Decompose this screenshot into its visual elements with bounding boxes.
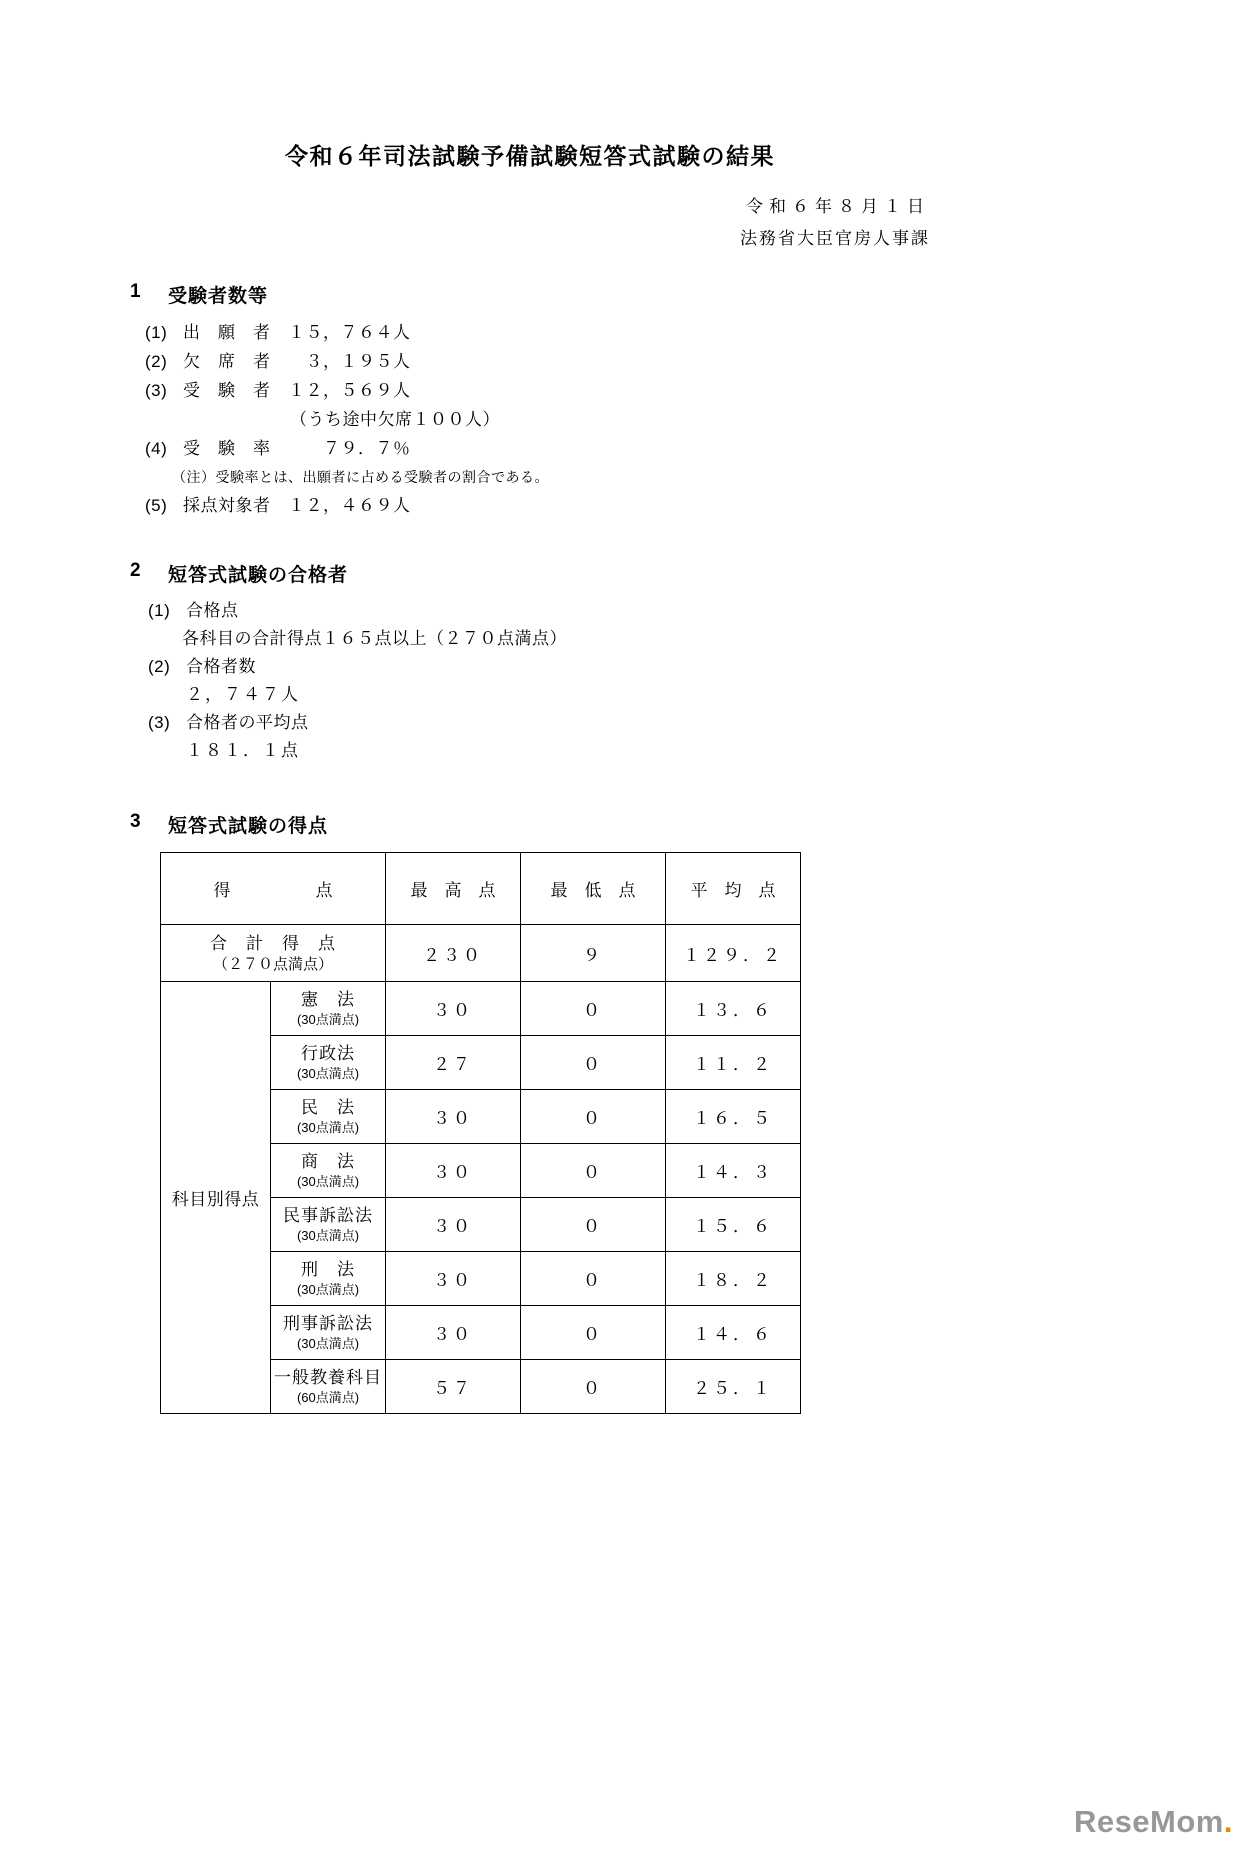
subject-cell [271, 1198, 386, 1252]
item-text: １８１．１点 [186, 741, 300, 760]
avg-score-cell: ２５．１ [666, 1360, 801, 1414]
footnote [130, 463, 930, 491]
subject-note: (60点満点) [296, 1390, 360, 1405]
section3-number: 3 [130, 811, 142, 832]
section2-title: 短答式試験の合格者 [168, 565, 349, 586]
max-score-cell: ３０ [386, 1090, 521, 1144]
subject-name: 一般教養科目 [274, 1368, 382, 1387]
avg-score-cell: １１．２ [666, 1036, 801, 1090]
subject-cell [271, 1036, 386, 1090]
section1-number: 1 [130, 281, 142, 302]
subject-note: (30点満点) [296, 1174, 360, 1189]
item-text: 合格点 [186, 601, 239, 620]
avg-score-cell: １５．６ [666, 1198, 801, 1252]
max-score-cell: ３０ [386, 1306, 521, 1360]
scores-table [160, 852, 801, 1414]
subject-note: (30点満点) [296, 1120, 360, 1135]
footnote-text: （注）受験率とは、出願者に占める受験者の割合である。 [172, 469, 549, 485]
list-item [130, 709, 930, 737]
list-item [130, 318, 930, 347]
subject-name: 刑事訴訟法 [283, 1314, 373, 1333]
max-score-cell: ３０ [386, 1198, 521, 1252]
total-max-cell: ２３０ [386, 925, 521, 982]
item-number: (1) [145, 323, 168, 342]
max-score-cell: ３０ [386, 982, 521, 1036]
item-text: 合格者の平均点 [186, 713, 309, 732]
item-text: 出 願 者 １５，７６４人 [183, 323, 411, 342]
resemom-logo [1074, 1804, 1233, 1840]
group-label-cell: 科目別得点 [161, 982, 271, 1414]
min-score-cell: ０ [521, 1360, 666, 1414]
total-score-row [161, 925, 801, 982]
item-text: （うち途中欠席１００人） [290, 410, 500, 429]
table-header [161, 853, 801, 925]
subject-note: (30点満点) [296, 1012, 360, 1027]
min-score-cell: ０ [521, 1252, 666, 1306]
list-item-value [130, 737, 930, 765]
total-sublabel: （２７０点満点） [212, 955, 333, 973]
max-score-cell: ３０ [386, 1252, 521, 1306]
min-score-cell: ０ [521, 1306, 666, 1360]
min-score-cell: ０ [521, 982, 666, 1036]
section-passers [130, 560, 930, 765]
subject-note: (30点満点) [296, 1228, 360, 1243]
avg-score-cell: １４．３ [666, 1144, 801, 1198]
avg-score-cell: １８．２ [666, 1252, 801, 1306]
total-min-cell: ９ [521, 925, 666, 982]
section3-heading [130, 811, 930, 838]
min-score-cell: ０ [521, 1090, 666, 1144]
item-text: 採点対象者 １２，４６９人 [183, 496, 411, 515]
subject-cell [271, 1252, 386, 1306]
item-text: ２，７４７人 [186, 685, 300, 704]
item-text: 受 験 率 ７９．７％ [183, 439, 411, 458]
subject-note: (30点満点) [296, 1336, 360, 1351]
avg-score-cell: １６．５ [666, 1090, 801, 1144]
document-title: 令和６年司法試験予備試験短答式試験の結果 [285, 143, 775, 169]
total-label: 合 計 得 点 [210, 933, 336, 953]
min-score-cell: ０ [521, 1144, 666, 1198]
header-max: 最 高 点 [386, 853, 521, 925]
item-number: (2) [148, 657, 171, 676]
min-score-cell: ０ [521, 1036, 666, 1090]
header-min: 最 低 点 [521, 853, 666, 925]
max-score-cell: ５７ [386, 1360, 521, 1414]
table-header-row [161, 853, 801, 925]
section1-title: 受験者数等 [168, 286, 269, 307]
section1-heading [130, 281, 930, 308]
item-text: 各科目の合計得点１６５点以上（２７０点満点） [182, 629, 567, 648]
item-number: (5) [145, 496, 168, 515]
item-number: (3) [145, 381, 168, 400]
date-line: 令和６年８月１日 [746, 197, 930, 216]
subject-name: 民 法 [301, 1098, 355, 1117]
subject-name: 行政法 [301, 1044, 355, 1063]
subject-name: 憲 法 [301, 990, 355, 1009]
section3-title: 短答式試験の得点 [168, 816, 329, 837]
table-row [161, 982, 801, 1036]
list-item-value [130, 681, 930, 709]
department-line: 法務省大臣官房人事課 [740, 229, 930, 248]
document-page [130, 0, 930, 1414]
min-score-cell: ０ [521, 1198, 666, 1252]
item-number: (4) [145, 439, 168, 458]
subject-cell [271, 1360, 386, 1414]
subject-name: 民事訴訟法 [283, 1206, 373, 1225]
list-item [130, 597, 930, 625]
subject-note: (30点満点) [296, 1282, 360, 1297]
resemom-logo-text: ReseMom [1073, 1804, 1224, 1839]
list-item [130, 376, 930, 405]
item-text: 欠 席 者 ３，１９５人 [183, 352, 411, 371]
header-score: 得 点 [161, 853, 386, 925]
max-score-cell: ３０ [386, 1144, 521, 1198]
item-text: 合格者数 [186, 657, 256, 676]
subject-cell [271, 1306, 386, 1360]
item-number: (3) [148, 713, 171, 732]
resemom-logo-dot: . [1223, 1804, 1233, 1839]
item-number: (2) [145, 352, 168, 371]
section-scores [130, 811, 930, 1414]
list-item [130, 434, 930, 463]
total-label-cell [161, 925, 386, 982]
list-item [130, 491, 930, 520]
byline [130, 191, 930, 255]
subject-name: 刑 法 [301, 1260, 355, 1279]
subject-name: 商 法 [301, 1152, 355, 1171]
max-score-cell: ２７ [386, 1036, 521, 1090]
list-item-continuation [130, 405, 930, 434]
item-text: 受 験 者 １２，５６９人 [183, 381, 411, 400]
subject-cell [271, 1090, 386, 1144]
item-number: (1) [148, 601, 171, 620]
list-item [130, 347, 930, 376]
header-avg: 平 均 点 [666, 853, 801, 925]
total-avg-cell: １２９．２ [666, 925, 801, 982]
section2-heading [130, 560, 930, 587]
list-item-continuation [130, 625, 930, 653]
section-applicants [130, 281, 930, 520]
list-item [130, 653, 930, 681]
section2-number: 2 [130, 560, 142, 581]
subject-cell [271, 982, 386, 1036]
subject-cell [271, 1144, 386, 1198]
subject-note: (30点満点) [296, 1066, 360, 1081]
avg-score-cell: １４．６ [666, 1306, 801, 1360]
avg-score-cell: １３．６ [666, 982, 801, 1036]
